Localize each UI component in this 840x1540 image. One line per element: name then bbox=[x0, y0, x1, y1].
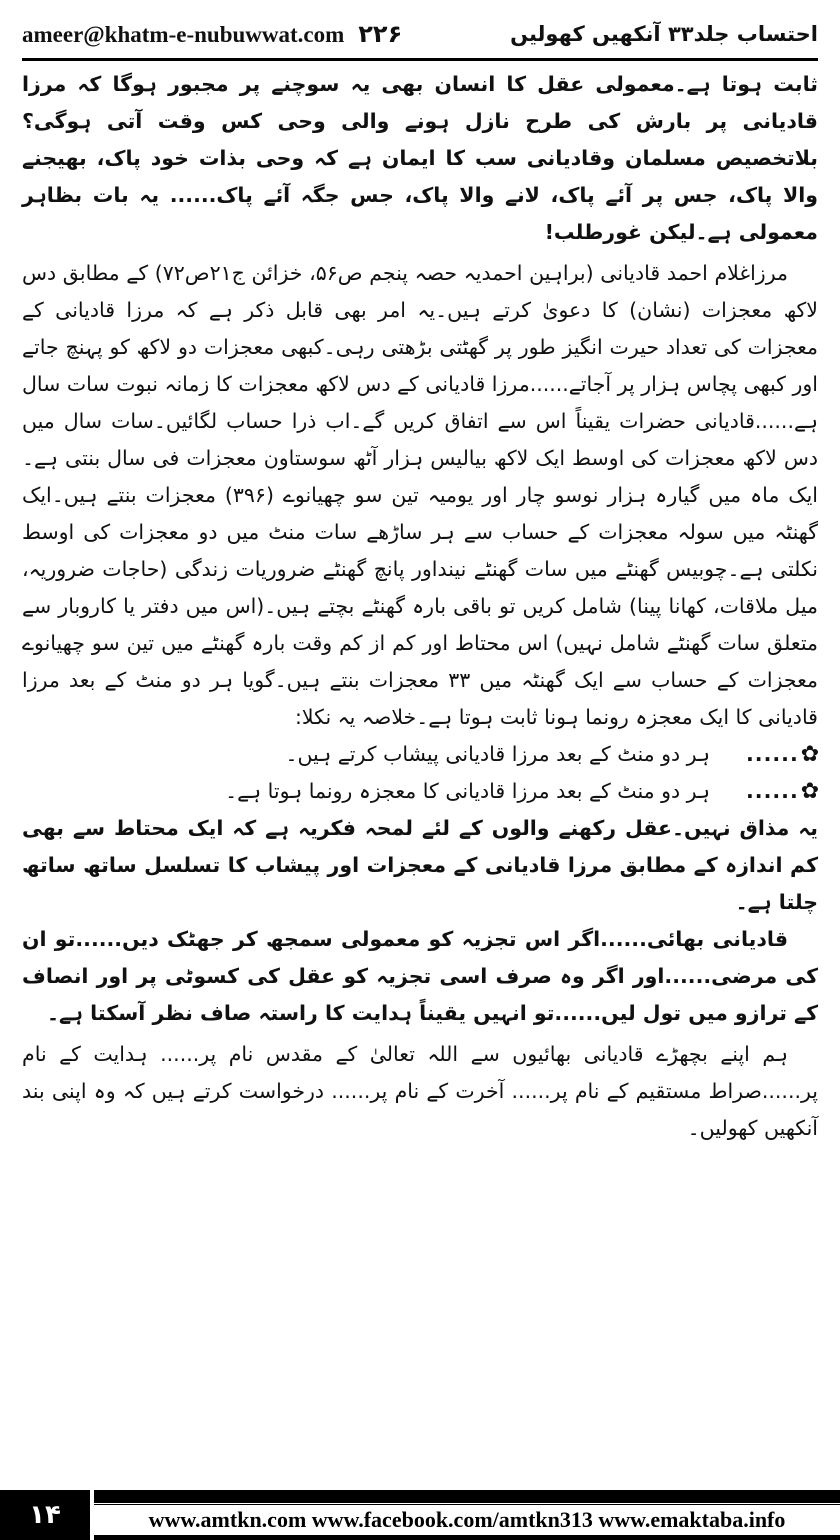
article-body bbox=[22, 66, 818, 1147]
page-number: ۲۲۶ bbox=[358, 20, 403, 48]
footer-links[interactable]: www.amtkn.com www.facebook.com/amtkn313 www.emaktaba.info bbox=[148, 1506, 786, 1532]
paragraph-1: ثابت ہوتا ہے۔معمولی عقل کا انسان بھی یہ سوچنے پر مجبور ہوگا کہ مرزا قادیانی پر بارش کی طرح نازل ہونے والی وحی کس وقت آتی ہوگی؟ بلاتخصیص مسلمان وقادیانی سب کا ایمان ہے کہ وحی بذات خود پاک، بھیجنے والا پاک، جس پر آئے پاک، لانے والا پاک، جس جگہ آئے پاک...... یہ بات بظاہر معمولی ہے۔لیکن غورطلب! bbox=[22, 72, 818, 244]
bullet-item-2 bbox=[22, 773, 818, 810]
flower-icon: ✿ bbox=[800, 742, 820, 767]
paragraph-3: یہ مذاق نہیں۔عقل رکھنے والوں کے لئے لمحہ فکریہ ہے کہ ایک محتاط سے بھی کم اندازہ کے مطابق مرزا قادیانی کے معجزات اور پیشاب کا تسلسل ساتھ ساتھ چلتا ہے۔ bbox=[22, 816, 818, 914]
header-email[interactable]: ameer@khatm-e-nubuwwat.com bbox=[22, 22, 345, 47]
bullet-marker bbox=[746, 736, 820, 773]
header-left bbox=[22, 20, 402, 48]
footer-number: ۱۴ bbox=[0, 1490, 94, 1540]
flower-icon: ✿ bbox=[800, 779, 820, 804]
bullet-text: ہر دو منٹ کے بعد مرزا قادیانی پیشاب کرتے ہیں۔ bbox=[285, 742, 710, 766]
header-divider bbox=[22, 58, 818, 61]
bullet-dots: ...... bbox=[746, 742, 799, 766]
bullet-marker bbox=[746, 773, 820, 810]
page-header bbox=[22, 14, 818, 54]
bullet-text: ہر دو منٹ کے بعد مرزا قادیانی کا معجزہ رونما ہوتا ہے۔ bbox=[225, 779, 710, 803]
footer-links-bar bbox=[94, 1502, 840, 1535]
page-footer bbox=[0, 1490, 840, 1540]
bullet-dots: ...... bbox=[746, 779, 799, 803]
book-title: احتساب جلد۳۳ آنکھیں کھولیں bbox=[510, 22, 818, 46]
bullet-item-1 bbox=[22, 736, 818, 773]
paragraph-4: قادیانی بھائی......اگر اس تجزیہ کو معمولی سمجھ کر جھٹک دیں......تو ان کی مرضی......اور اگر وہ صرف اسی تجزیہ کو عقل کی کسوٹی پر اور انصاف کے ترازو میں تول لیں......تو انہیں یقیناً ہدایت کا راستہ صاف نظر آسکتا ہے۔ bbox=[22, 927, 818, 1025]
paragraph-5: ہم اپنے بچھڑے قادیانی بھائیوں سے اللہ تعالیٰ کے مقدس نام پر...... ہدایت کے نام پر......صراط مستقیم کے نام پر...... آخرت کے نام پر...... درخواست کرتے ہیں کہ وہ اپنی بند آنکھیں کھولیں۔ bbox=[22, 1042, 818, 1140]
paragraph-2: مرزاغلام احمد قادیانی (براہین احمدیہ حصہ پنجم ص۵۶، خزائن ج۲۱ص۷۲) کے مطابق دس لاکھ معجزات (نشان) کا دعویٰ کرتے ہیں۔یہ امر بھی قابل ذکر ہے کہ مرزا قادیانی کے معجزات کی تعداد حیرت انگیز طور پر گھٹتی بڑھتی رہی۔کبھی معجزات دو لاکھ کو پہنچ جاتے اور کبھی پچاس ہزار پر آجاتے......مرزا قادیانی کے دس لاکھ معجزات کا زمانہ نبوت سات سال ہے......قادیانی حضرات یقیناً اس سے اتفاق کریں گے۔اب ذرا حساب لگائیں۔سات سال میں دس لاکھ معجزات کی اوسط ایک لاکھ بیالیس ہزار آٹھ سوستاون معجزات فی سال بنتی ہے۔ایک ماہ میں گیارہ ہزار نوسو چار اور یومیہ تین سو چھیانوے (۳۹۶) معجزات بنتے ہیں۔ایک گھنٹہ میں سولہ معجزات کے حساب سے ہر ساڑھے سات منٹ میں دو معجزات کی اوسط نکلتی ہے۔چوبیس گھنٹے میں سات گھنٹے نینداور پانچ گھنٹے ضروریات زندگی (حاجات ضروریہ، میل ملاقات، کھانا پینا) شامل کریں تو باقی بارہ گھنٹے بچتے ہیں۔(اس میں دفتر یا کاروبار سے متعلق سات گھنٹے شامل نہیں) اس محتاط اور کم از کم وقت بارہ گھنٹے میں تین سو چھیانوے معجزات کے حساب سے ایک گھنٹہ میں ۳۳ معجزات بنتے ہیں۔گویا ہر دو منٹ کے بعد مرزا قادیانی کا ایک معجزہ رونما ہونا ثابت ہوتا ہے۔خلاصہ یہ نکلا: bbox=[22, 261, 819, 729]
